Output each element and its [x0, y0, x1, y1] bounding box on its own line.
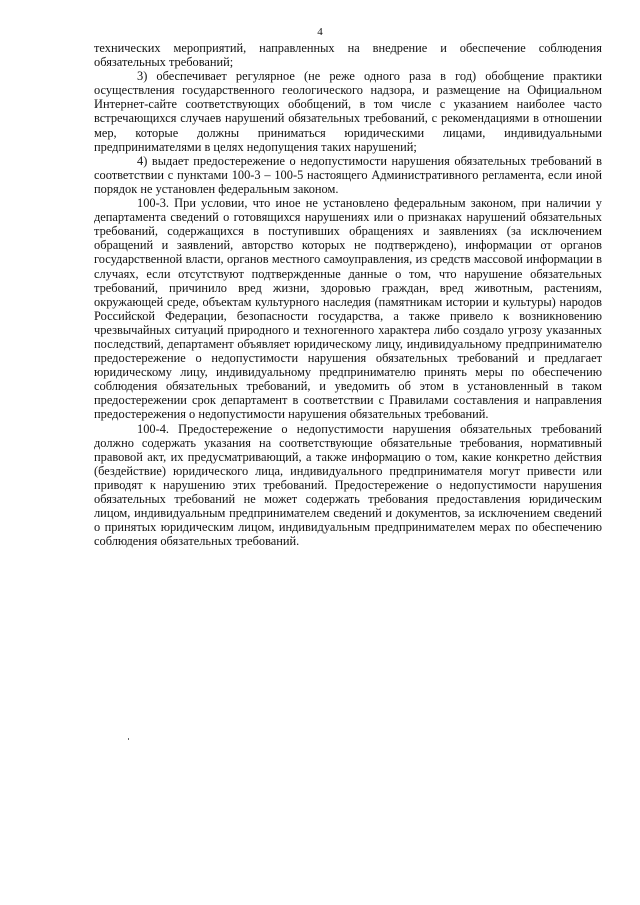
paragraph-continuation: технических мероприятий, направленных на внедрение и обеспечение соблюдения обязательных требований; [94, 41, 602, 70]
paragraph-clause-100-4: 100-4. Предостережение о недопустимости нарушения обязательных требований должно содержать указания на соответствующие обязательные требования, нормативный правовой акт, их предусматривающий, а также информацию о том, какие конкретно действия (бездействие) юридического лица, индивидуального предпринимателя могут привести или приводят к нарушению этих требований. Предостережение о недопустимости нарушения обязательных требований не может содержать требования предоставления юридическим лицом, индивидуальным предпринимателем сведений и документов, за исключением сведений о принятых юридическим лицом, индивидуальным предпринимателем мерах по обеспечению соблюдения обязательных требований. [94, 421, 602, 549]
paragraph-item-4: 4) выдает предостережение о недопустимости нарушения обязательных требований в соответствии с пунктами 100-3 – 100-5 настоящего Административного регламента, если иной порядок не установлен федеральным законом. [94, 153, 602, 196]
document-body [94, 41, 602, 548]
paragraph-item-3: 3) обеспечивает регулярное (не реже одного раза в год) обобщение практики осуществления государственного геологического надзора, и размещение на Официальном Интернет-сайте соответствующих обобщений, в том числе с указанием наиболее часто встречающихся случаев нарушений обязательных требований, с рекомендациями в отношении мер, которые должны приниматься юридическими лицами, индивидуальными предпринимателями в целях недопущения таких нарушений; [94, 69, 602, 154]
paragraph-clause-100-3: 100-3. При условии, что иное не установлено федеральным законом, при наличии у департамента сведений о готовящихся нарушениях или о признаках нарушений обязательных требований, содержащихся в поступивших обращениях и заявлениях (за исключением обращений и заявлений, авторство которых не подтверждено), информации от органов государственной власти, органов местного самоуправления, из средств массовой информации в случаях, если отсутствуют подтвержденные данные о том, что нарушение обязательных требований, причинило вред жизни, здоровью граждан, вред животным, растениям, окружающей среде, объектам культурного наследия (памятникам истории и культуры) народов Российской Федерации, безопасности государства, а также привело к возникновению чрезвычайных ситуаций природного и техногенного характера либо создало угрозу указанных последствий, департамент объявляет юридическому лицу, индивидуальному предпринимателю предостережение о недопустимости нарушения обязательных требований и предлагает юридическому лицу, индивидуальному предпринимателю принять меры по обеспечению соблюдения обязательных требований, и уведомить об этом в установленный в таком предостережении срок департамент в соответствии с Правилами составления и направления предостережения о недопустимости нарушения обязательных требований. [94, 196, 602, 422]
page-number: 4 [317, 26, 323, 38]
scan-speck [128, 738, 129, 740]
